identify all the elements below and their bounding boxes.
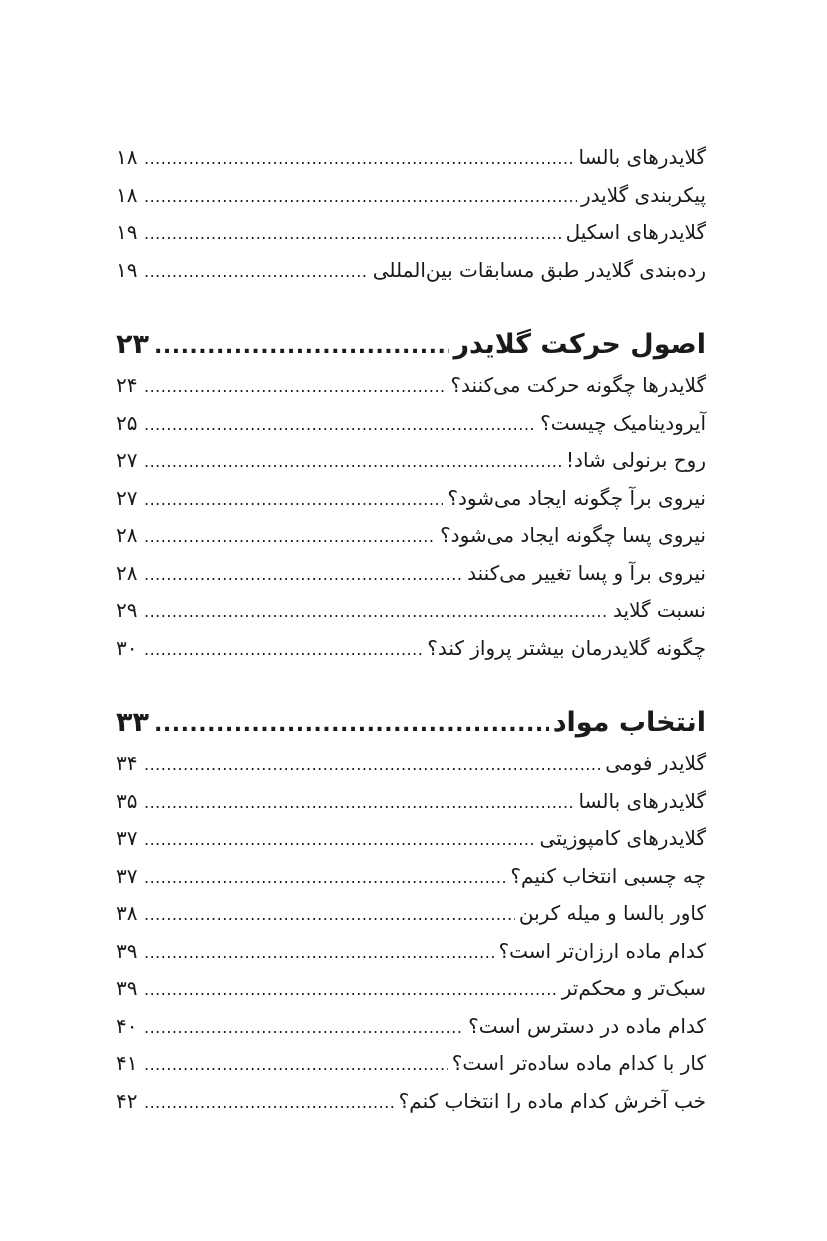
- toc-entry-page: ۳۷: [116, 863, 138, 888]
- toc-entry-title: پیکربندی گلایدر: [581, 182, 706, 207]
- dot-leader: [144, 793, 574, 812]
- toc-entry-title: گلایدر فومی: [605, 751, 706, 775]
- toc-entry-page: ۱۸: [116, 182, 138, 207]
- dot-leader: [144, 565, 463, 584]
- dot-leader: [144, 602, 609, 621]
- toc-entry-title: گلایدرها چگونه حرکت می‌کنند؟: [450, 373, 706, 397]
- toc-entry: [116, 826, 706, 864]
- dot-leader: [144, 830, 536, 849]
- toc-entry-page: ۳۴: [116, 751, 138, 775]
- toc-entry-page: ۳۵: [116, 788, 138, 813]
- toc-entry-title: روح برنولی شاد!: [566, 448, 706, 472]
- dot-leader: [144, 1093, 395, 1112]
- section-page: ۳۳: [116, 707, 149, 738]
- toc-entry: [116, 411, 706, 449]
- toc-entry: [116, 901, 706, 939]
- toc-entry-title: سبک‌تر و محکم‌تر: [561, 976, 706, 1000]
- toc-entry: [116, 373, 706, 411]
- toc-entry-page: ۳۸: [116, 901, 138, 925]
- toc-entry: [116, 1051, 706, 1089]
- dot-leader: [144, 452, 562, 471]
- section-title: انتخاب مواد: [552, 707, 706, 738]
- toc-entry: [116, 598, 706, 636]
- toc-entry-page: ۱۸: [116, 145, 138, 169]
- toc-entry: [116, 523, 706, 561]
- dot-leader: [144, 868, 506, 887]
- toc-entry-title: کاور بالسا و میله کربن: [518, 901, 706, 925]
- toc-entry: [116, 258, 706, 296]
- toc-entry: [116, 789, 706, 827]
- toc-section-heading: [116, 329, 706, 373]
- toc-entry-title: رده‌بندی گلایدر طبق مسابقات بین‌المللی: [372, 257, 706, 282]
- toc-entry: [116, 448, 706, 486]
- toc-entry-page: ۲۸: [116, 523, 138, 547]
- toc-entry: [116, 976, 706, 1014]
- section-title: اصول حرکت گلایدر: [453, 329, 706, 360]
- toc-entry-title: نیروی برآ چگونه ایجاد می‌شود؟: [447, 485, 706, 510]
- toc-entry-page: ۲۹: [116, 598, 138, 622]
- toc-section-heading: [116, 707, 706, 751]
- toc-entry-page: ۲۵: [116, 410, 138, 435]
- toc-entry: [116, 751, 706, 789]
- dot-leader: [154, 334, 449, 359]
- toc-entry-title: کار با کدام ماده ساده‌تر است؟: [451, 1051, 706, 1075]
- toc-entry-page: ۱۹: [116, 220, 138, 244]
- dot-leader: [144, 527, 436, 546]
- toc-entry-page: ۲۴: [116, 373, 138, 397]
- toc-entry-page: ۳۹: [116, 976, 138, 1000]
- toc-entry-title: آیرودینامیک چیست؟: [540, 410, 706, 435]
- toc-entry-title: گلایدرهای بالسا: [578, 145, 706, 169]
- dot-leader: [144, 755, 601, 774]
- toc-entry-page: ۴۲: [116, 1088, 138, 1113]
- toc-entry-page: ۳۰: [116, 635, 138, 660]
- dot-leader: [144, 262, 369, 281]
- dot-leader: [144, 187, 577, 206]
- dot-leader: [144, 980, 558, 999]
- toc-entry-title: گلایدرهای بالسا: [578, 788, 706, 813]
- toc-entry-title: کدام ماده در دسترس است؟: [468, 1013, 706, 1038]
- dot-leader: [144, 905, 515, 924]
- dot-leader: [144, 640, 423, 659]
- dot-leader: [144, 943, 494, 962]
- toc-entry: [116, 864, 706, 902]
- toc-entry-page: ۳۷: [116, 826, 138, 850]
- dot-leader: [144, 1018, 464, 1037]
- toc-entry: [116, 145, 706, 183]
- toc-entry-title: خب آخرش کدام ماده را انتخاب کنم؟: [398, 1088, 706, 1113]
- dot-leader: [144, 1055, 448, 1074]
- toc-entry-title: گلایدرهای اسکیل: [565, 220, 706, 244]
- toc-entry: [116, 220, 706, 258]
- toc-entry: [116, 1014, 706, 1052]
- dot-leader: [154, 712, 549, 737]
- toc-entry-page: ۱۹: [116, 257, 138, 282]
- toc-entry: [116, 183, 706, 221]
- toc-entry: [116, 636, 706, 674]
- table-of-contents: [116, 145, 706, 1126]
- dot-leader: [144, 490, 443, 509]
- toc-entry-title: نسبت گلاید: [613, 598, 706, 622]
- dot-leader: [144, 149, 574, 168]
- toc-entry-title: چگونه گلایدرمان بیشتر پرواز کند؟: [427, 635, 706, 660]
- toc-entry-title: کدام ماده ارزان‌تر است؟: [498, 938, 706, 963]
- toc-entry: [116, 486, 706, 524]
- toc-entry-page: ۲۷: [116, 448, 138, 472]
- toc-entry: [116, 939, 706, 977]
- toc-entry-page: ۲۷: [116, 485, 138, 510]
- toc-entry: [116, 1089, 706, 1127]
- toc-entry-title: چه چسبی انتخاب کنیم؟: [510, 863, 706, 888]
- toc-entry-page: ۲۸: [116, 560, 138, 585]
- toc-entry-page: ۴۱: [116, 1051, 138, 1075]
- section-page: ۲۳: [116, 329, 149, 360]
- dot-leader: [144, 224, 562, 243]
- dot-leader: [144, 415, 536, 434]
- toc-entry-title: نیروی پسا چگونه ایجاد می‌شود؟: [440, 523, 706, 547]
- toc-entry-page: ۳۹: [116, 938, 138, 963]
- dot-leader: [144, 377, 446, 396]
- toc-entry-title: نیروی برآ و پسا تغییر می‌کنند: [467, 560, 706, 585]
- toc-entry-page: ۴۰: [116, 1013, 138, 1038]
- toc-entry-title: گلایدرهای کامپوزیتی: [539, 826, 706, 850]
- toc-entry: [116, 561, 706, 599]
